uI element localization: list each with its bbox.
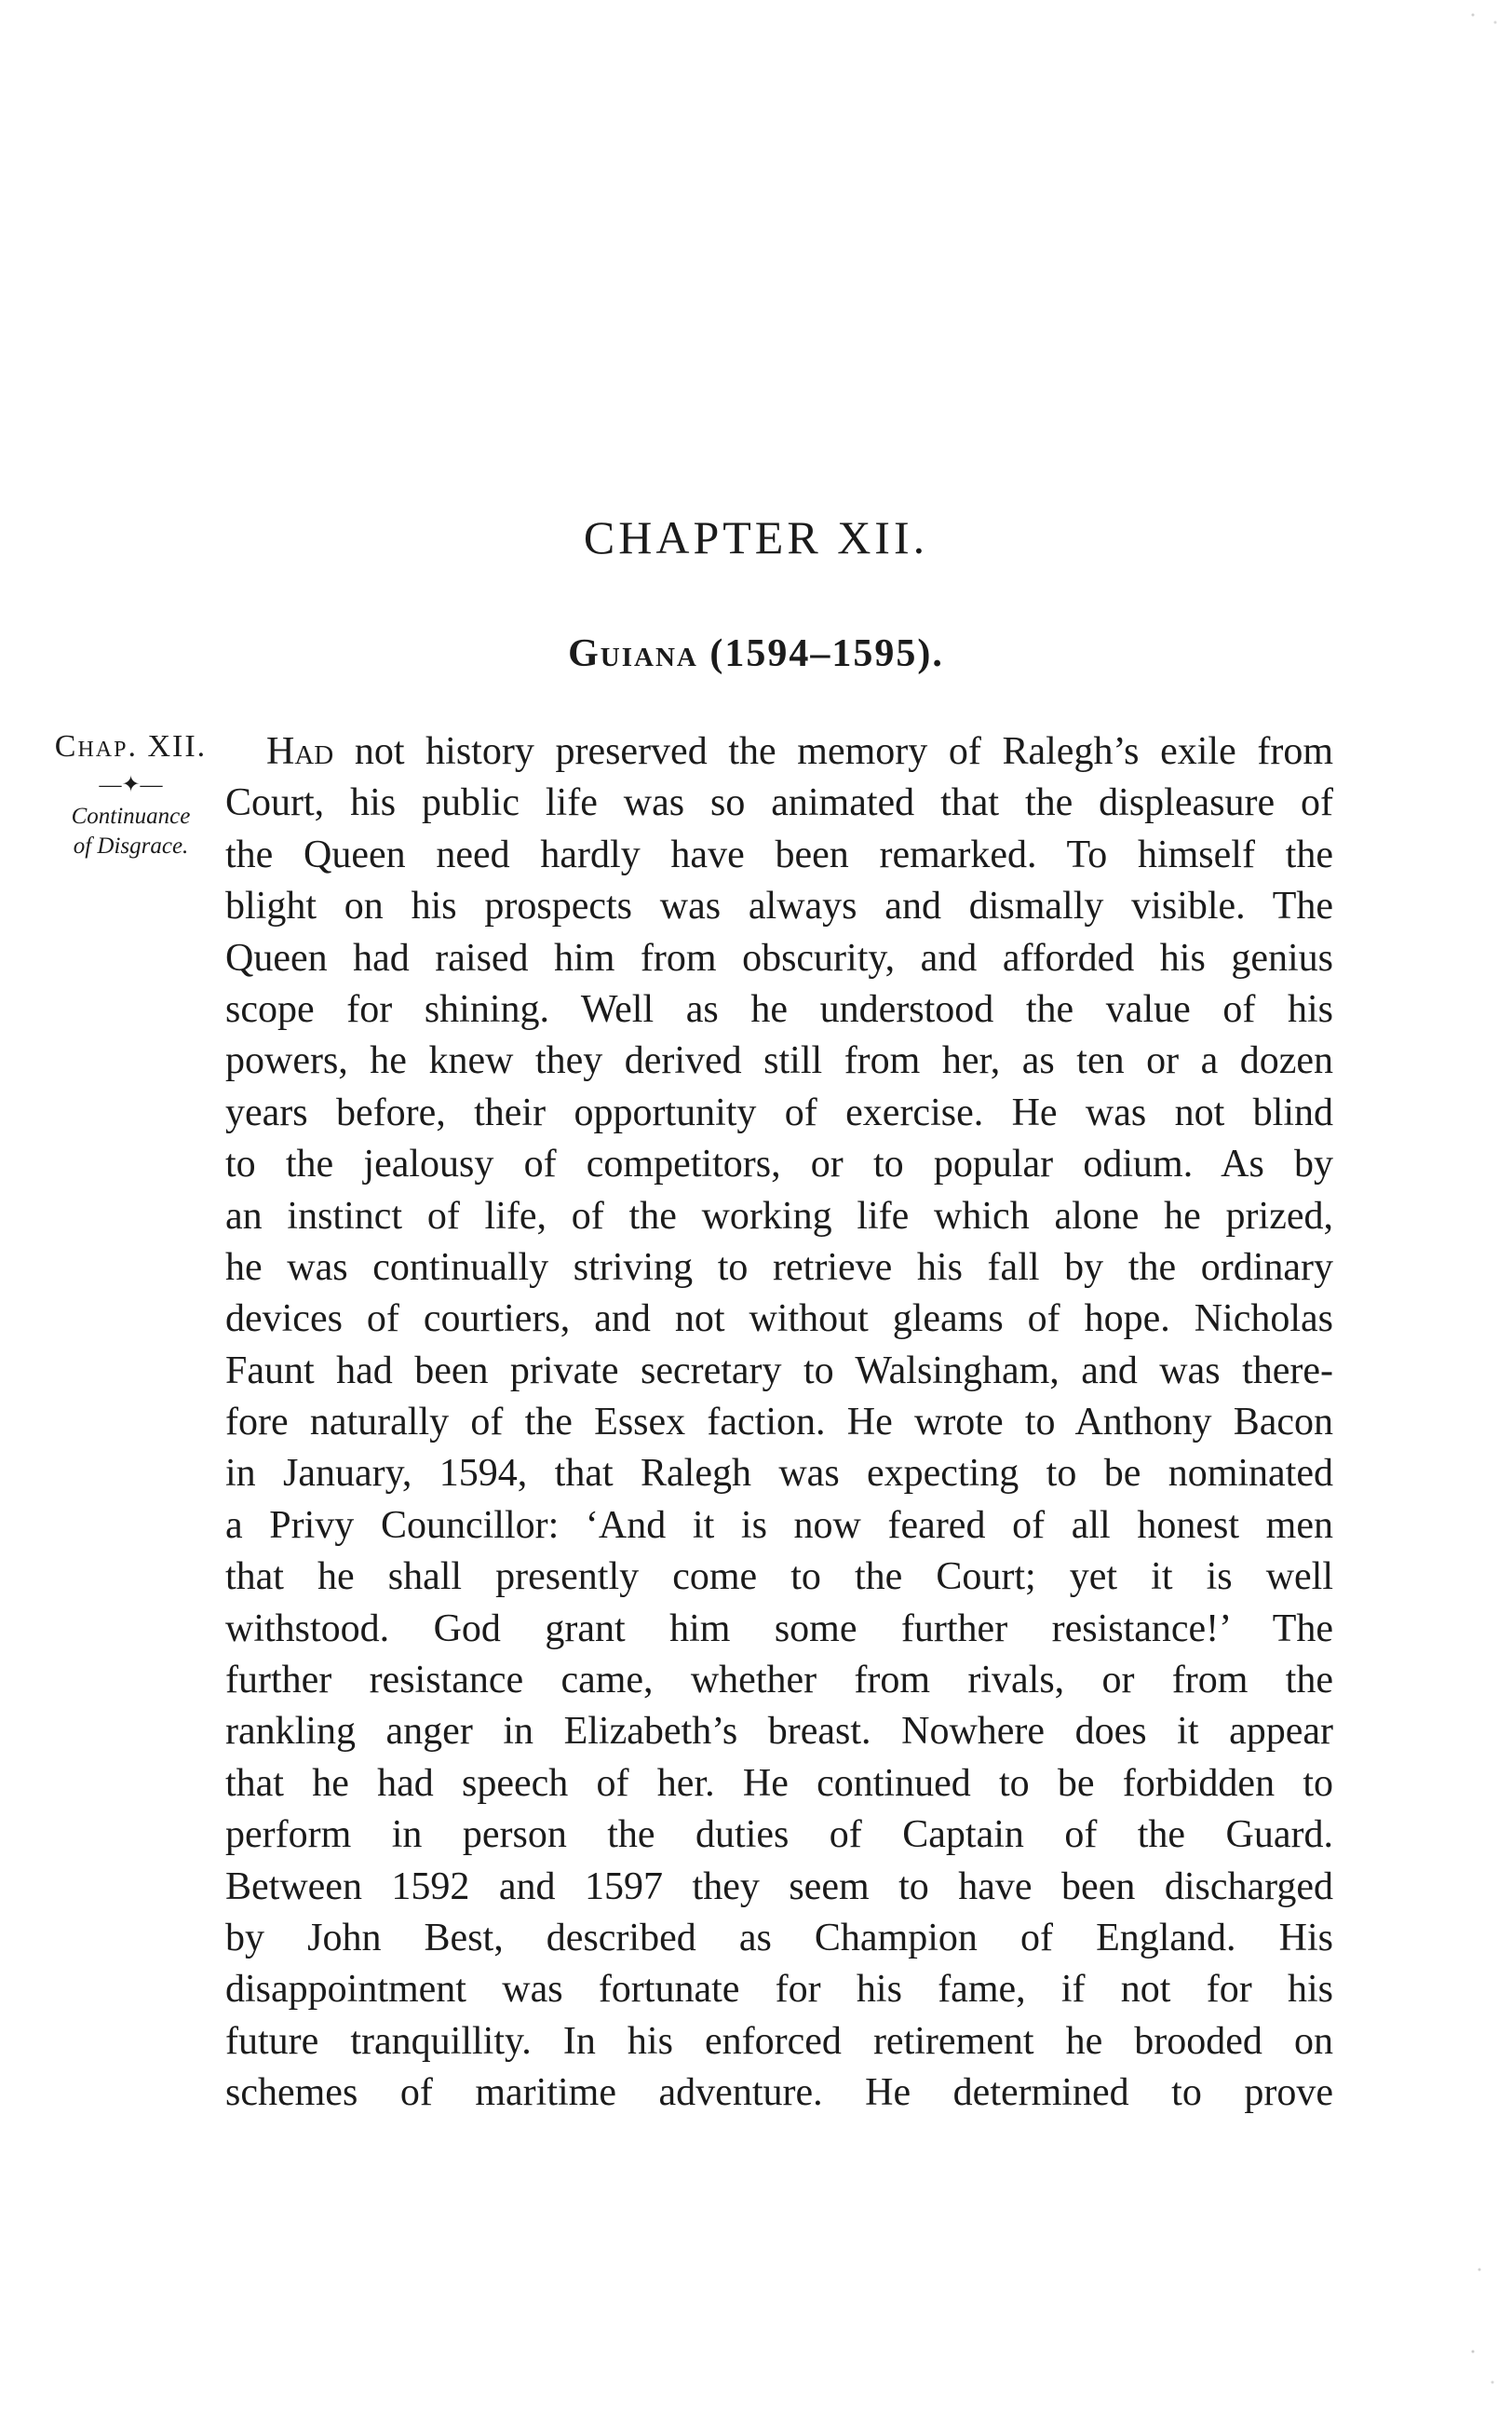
chapter-title: Guiana (1594–1595). xyxy=(568,632,944,675)
text-line: a Privy Councillor: ‘And it is now feared of all honest men xyxy=(225,1503,1333,1547)
margin-notes xyxy=(35,728,226,861)
text-line: powers, he knew they derived still from her, as ten or a dozen xyxy=(225,1039,1333,1083)
page-speck-bottom xyxy=(1447,2208,1512,2413)
text-line: he was continually striving to retrieve his fall by the ordinary xyxy=(225,1245,1333,1289)
text-line: future tranquillity. In his enforced retirement he brooded on xyxy=(225,2019,1333,2063)
text-line: devices of courtiers, and not without gleams of hope. Nicholas xyxy=(225,1297,1333,1341)
text-line: the Queen need hardly have been remarked. To himself the xyxy=(225,833,1333,876)
text-line: that he shall presently come to the Court; yet it is well xyxy=(225,1555,1333,1599)
text-line: scope for shining. Well as he understood the value of his xyxy=(225,987,1333,1031)
text-line: withstood. God grant him some further resistance!’ The xyxy=(225,1606,1333,1650)
body-paragraph xyxy=(225,726,1333,2120)
chapter-heading: CHAPTER XII. xyxy=(583,511,929,563)
text-line: blight on his prospects was always and dismally visible. The xyxy=(225,885,1333,929)
text-line: Between 1592 and 1597 they seem to have been discharged xyxy=(225,1864,1333,1908)
text-line: Queen had raised him from obscurity, and afforded his genius xyxy=(225,936,1333,980)
margin-chapter-label: Chap. XII. xyxy=(54,729,208,764)
text-line: rankling anger in Elizabeth’s breast. Nowhere does it appear xyxy=(225,1710,1333,1754)
text-line: schemes of maritime adventure. He determined to prove xyxy=(225,2071,1333,2115)
ornament-icon: —✦— xyxy=(99,773,163,797)
text-line: perform in person the duties of Captain of the Guard. xyxy=(225,1813,1333,1857)
text-line: that he had speech of her. He continued to be forbidden to xyxy=(225,1761,1333,1805)
text-line: further resistance came, whether from rivals, or from the xyxy=(225,1659,1333,1702)
margin-note-line-2: of Disgrace. xyxy=(73,834,189,859)
margin-note-line-1: Continuance xyxy=(71,804,191,829)
page-speck-top xyxy=(1456,0,1512,37)
text-line: disappointment was fortunate for his fame, if not for his xyxy=(225,1968,1333,2012)
text-line: Court, his public life was so animated that the displeasure of xyxy=(225,781,1333,825)
lead-word: Had xyxy=(266,730,334,773)
text-line xyxy=(225,726,1333,778)
text-line: Faunt had been private secretary to Walsingham, and was there- xyxy=(225,1349,1333,1392)
text-line: an instinct of life, of the working life which alone he prized, xyxy=(225,1194,1333,1238)
text-line-content: not history preserved the memory of Ralegh’s exile from xyxy=(333,730,1333,773)
text-line: years before, their opportunity of exercise. He was not blind xyxy=(225,1091,1333,1134)
text-line: fore naturally of the Essex faction. He wrote to Anthony Bacon xyxy=(225,1401,1333,1444)
text-line: by John Best, described as Champion of England. His xyxy=(225,1916,1333,1959)
text-line: to the jealousy of competitors, or to popular odium. As by xyxy=(225,1143,1333,1186)
text-line: in January, 1594, that Ralegh was expecting to be nominated xyxy=(225,1452,1333,1496)
